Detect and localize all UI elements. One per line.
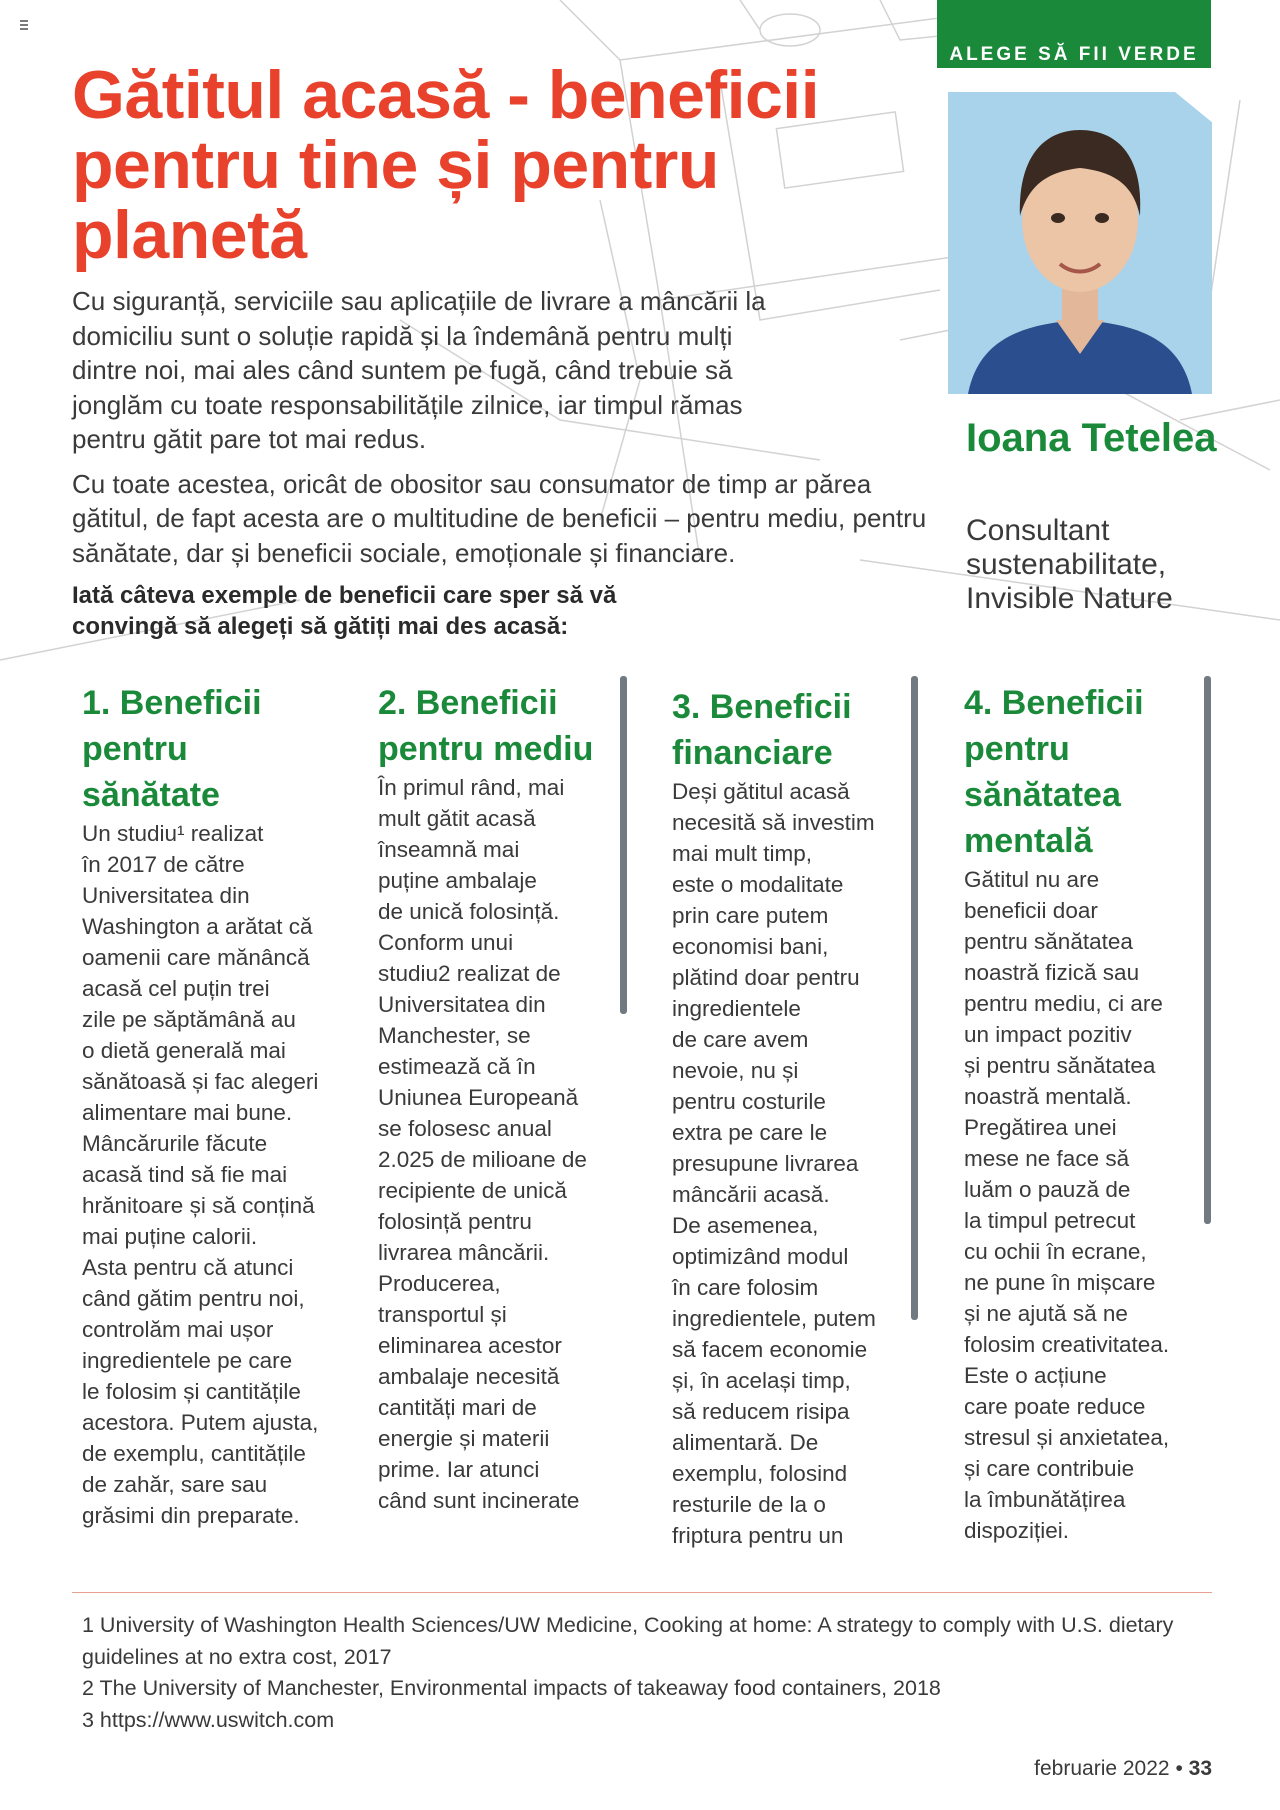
- intro-paragraph-1: Cu siguranță, serviciile sau aplicațiile de livrare a mâncării la domiciliu sunt o soluție rapidă și la îndemână pentru mulți dintre noi, mai ales când suntem pe fugă, când trebuie să jonglăm cu toate responsabilitățile zilnice, iar timpul rămas pentru gătit pare tot mai redus.: [72, 286, 766, 454]
- author-role: Consultant sustenabilitate, Invisible Nature: [966, 514, 1173, 615]
- intro-lead-bold: Iată câteva exemple de beneficii care sper să vă convingă să alegeți să gătiți mai des acasă:: [72, 582, 617, 640]
- benefit-body: În primul rând, mai mult gătit acasă înseamnă mai puține ambalaje de unică folosință. Conform unui studiu2 realizat de Universitatea din Manchester, se estimează că în Uniunea Europeană se folosesc anual 2.025 de milioane de recipiente de unică folosință pentru livrarea mâncării. Producerea, transportul și eliminarea acestor ambalaje necesită cantități mari de energie și materii prime. Iar atunci când sunt incinerate: [378, 775, 587, 1513]
- benefit-heading: 4. Beneficii pentru sănătatea mentală: [964, 684, 1144, 860]
- benefit-column-health: [82, 680, 322, 1531]
- benefit-heading: 2. Beneficii pentru mediu: [378, 684, 594, 768]
- footer-bullet: •: [1175, 1757, 1183, 1780]
- benefit-column-mental-health: [964, 680, 1204, 1546]
- footnote: 3 https://www.uswitch.com: [82, 1707, 335, 1732]
- benefit-column-environment: [378, 680, 618, 1516]
- author-portrait: [948, 92, 1212, 394]
- column-divider: [911, 676, 918, 1320]
- article-title: Gătitul acasă - beneficii pentru tine și pentru planetă: [72, 57, 820, 273]
- menu-icon[interactable]: [20, 20, 28, 30]
- column-divider: [620, 676, 627, 1014]
- benefit-heading: 3. Beneficii financiare: [672, 688, 852, 772]
- intro-paragraph-2: Cu toate acestea, oricât de obositor sau consumator de timp ar părea gătitul, de fapt acesta are o multitudine de beneficii – pentru mediu, pentru sănătate, dar și beneficii sociale, emoționale și financiare.: [72, 468, 927, 568]
- benefit-heading: 1. Beneficii pentru sănătate: [82, 684, 262, 814]
- section-tag: [937, 0, 1211, 68]
- benefit-body: Deși gătitul acasă necesită să investim mai mult timp, este o modalitate prin care putem economisi bani, plătind doar pentru ingredientele de care avem nevoie, nu și pentru costurile extra pe care le presupune livrarea mâncării acasă. De asemenea, optimizând modul în care folosim ingredientele, putem să facem economie și, în același timp, să reducem risipa alimentară. De exemplu, folosind resturile de la o friptura pentru un: [672, 779, 876, 1548]
- footnote: 1 University of Washington Health Sciences/UW Medicine, Cooking at home: A strategy to comply with U.S. dietary guidelines at no extra cost, 2017: [82, 1613, 1174, 1669]
- footnotes-divider: [72, 1592, 1212, 1593]
- page-footer: [1034, 1757, 1212, 1781]
- benefit-body: Un studiu¹ realizat în 2017 de către Universitatea din Washington a arătat că oamenii care mănâncă acasă cel puțin trei zile pe săptămână au o dietă generală mai sănătoasă și fac alegeri alimentare mai bune. Mâncărurile făcute acasă tind să fie mai hrănitoare și să conțină mai puține calorii. Asta pentru că atunci când gătim pentru noi, controlăm mai ușor ingredientele pe care le folosim și cantitățile acestora. Putem ajusta, de exemplu, cantitățile de zahăr, sare sau grăsimi din preparate.: [82, 821, 319, 1528]
- benefit-column-financial: [672, 684, 912, 1551]
- section-tag-label: ALEGE SĂ FII VERDE: [949, 44, 1199, 65]
- issue-date: februarie 2022: [1034, 1757, 1170, 1780]
- page-number: 33: [1188, 1757, 1212, 1780]
- article-intro: [72, 284, 932, 652]
- footnotes: [82, 1610, 1182, 1736]
- author-name: Ioana Tetelea: [966, 416, 1217, 460]
- benefit-body: Gătitul nu are beneficii doar pentru sănătatea noastră fizică sau pentru mediu, ci are un impact pozitiv și pentru sănătatea noastră mentală. Pregătirea unei mese ne face să luăm o pauză de la timpul petrecut cu ochii în ecrane, ne pune în mișcare și ne ajută să ne folosim creativitatea. Este o acțiune care poate reduce stresul și anxietatea, și care contribuie la îmbunătățirea dispoziției.: [964, 867, 1170, 1543]
- column-divider: [1204, 676, 1211, 1224]
- footnote: 2 The University of Manchester, Environmental impacts of takeaway food containers, 2018: [82, 1676, 941, 1700]
